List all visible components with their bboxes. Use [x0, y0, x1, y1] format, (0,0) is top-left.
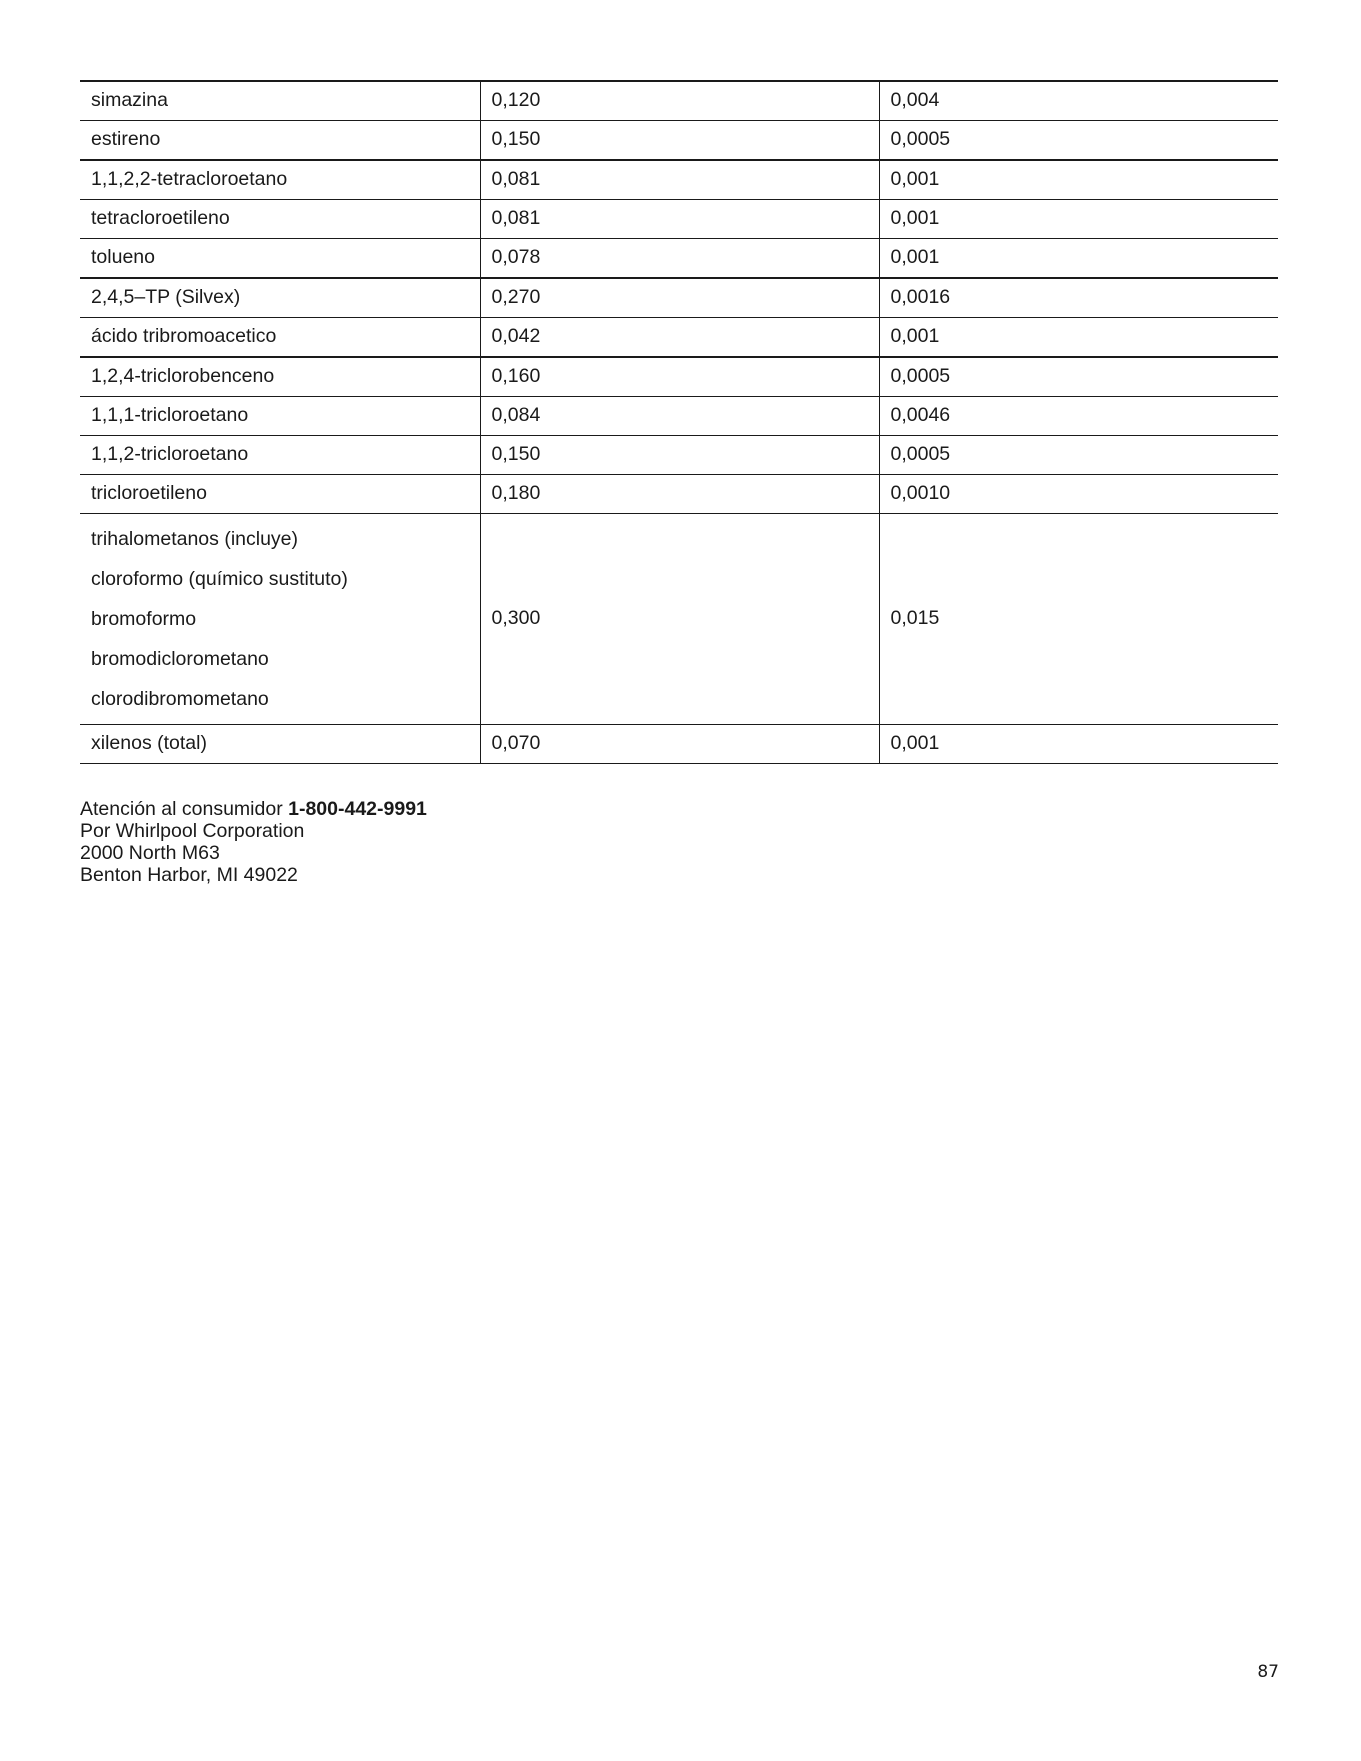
contaminant-value-2: 0,001 — [879, 725, 1278, 764]
table-row — [80, 81, 1278, 121]
contaminant-name: xilenos (total) — [80, 725, 480, 764]
table-row — [80, 121, 1278, 161]
contaminant-name: 1,2,4-triclorobenceno — [80, 357, 480, 397]
contaminant-value-1: 0,042 — [480, 318, 879, 358]
contaminant-value-1: 0,180 — [480, 475, 879, 514]
contaminant-value-2: 0,004 — [879, 81, 1278, 121]
contaminant-name: 1,1,1-tricloroetano — [80, 397, 480, 436]
contaminant-name: tolueno — [80, 239, 480, 279]
contaminant-value-1: 0,150 — [480, 436, 879, 475]
contaminant-name: 1,1,2-tricloroetano — [80, 436, 480, 475]
table-row — [80, 436, 1278, 475]
contaminant-value-1: 0,270 — [480, 278, 879, 318]
table-row — [80, 200, 1278, 239]
contaminant-name-group — [80, 514, 480, 725]
contaminant-value-1: 0,084 — [480, 397, 879, 436]
consumer-label: Atención al consumidor — [80, 798, 283, 820]
contaminant-value-2: 0,015 — [879, 514, 1278, 725]
contaminant-value-1: 0,160 — [480, 357, 879, 397]
city-address: Benton Harbor, MI 49022 — [80, 864, 298, 886]
contaminant-value-1: 0,078 — [480, 239, 879, 279]
contaminant-value-1: 0,300 — [480, 514, 879, 725]
contaminant-name: estireno — [80, 121, 480, 161]
contaminant-value-1: 0,120 — [480, 81, 879, 121]
contaminant-value-2: 0,0005 — [879, 121, 1278, 161]
table-row — [80, 160, 1278, 200]
page-number: 87 — [1257, 1662, 1279, 1682]
contaminant-name-line: trihalometanos (incluye) — [91, 528, 299, 550]
contaminant-table — [80, 80, 1278, 764]
contaminant-value-2: 0,0010 — [879, 475, 1278, 514]
contaminant-name-line: bromoformo — [91, 608, 197, 630]
contaminant-value-2: 0,0046 — [879, 397, 1278, 436]
contaminant-name: simazina — [80, 81, 480, 121]
contaminant-value-2: 0,0016 — [879, 278, 1278, 318]
contaminant-name-line: clorodibromometano — [91, 688, 269, 710]
consumer-line — [80, 798, 1278, 820]
contaminant-value-2: 0,001 — [879, 200, 1278, 239]
contaminant-value-1: 0,081 — [480, 160, 879, 200]
contaminant-name: ácido tribromoacetico — [80, 318, 480, 358]
company-name: Por Whirlpool Corporation — [80, 820, 305, 842]
contaminant-value-2: 0,001 — [879, 160, 1278, 200]
page-content — [80, 80, 1278, 886]
table-row — [80, 318, 1278, 358]
contaminant-name: 2,4,5–TP (Silvex) — [80, 278, 480, 318]
table-row — [80, 278, 1278, 318]
contaminant-value-1: 0,081 — [480, 200, 879, 239]
contaminant-value-2: 0,001 — [879, 239, 1278, 279]
contaminant-value-2: 0,0005 — [879, 436, 1278, 475]
street-address: 2000 North M63 — [80, 842, 220, 864]
table-row — [80, 357, 1278, 397]
contaminant-value-2: 0,0005 — [879, 357, 1278, 397]
contaminant-name: tricloroetileno — [80, 475, 480, 514]
phone-number: 1-800-442-9991 — [288, 798, 427, 820]
contaminant-name: 1,1,2,2-tetracloroetano — [80, 160, 480, 200]
contaminant-value-2: 0,001 — [879, 318, 1278, 358]
contact-block — [80, 798, 1278, 886]
table-row — [80, 397, 1278, 436]
contaminant-name-line: bromodiclorometano — [91, 648, 269, 670]
table-row-trihalomethanes — [80, 514, 1278, 725]
table-row — [80, 475, 1278, 514]
table-row — [80, 725, 1278, 764]
contaminant-value-1: 0,070 — [480, 725, 879, 764]
contaminant-name-line: cloroformo (químico sustituto) — [91, 568, 348, 590]
contaminant-name: tetracloroetileno — [80, 200, 480, 239]
table-row — [80, 239, 1278, 279]
contaminant-value-1: 0,150 — [480, 121, 879, 161]
